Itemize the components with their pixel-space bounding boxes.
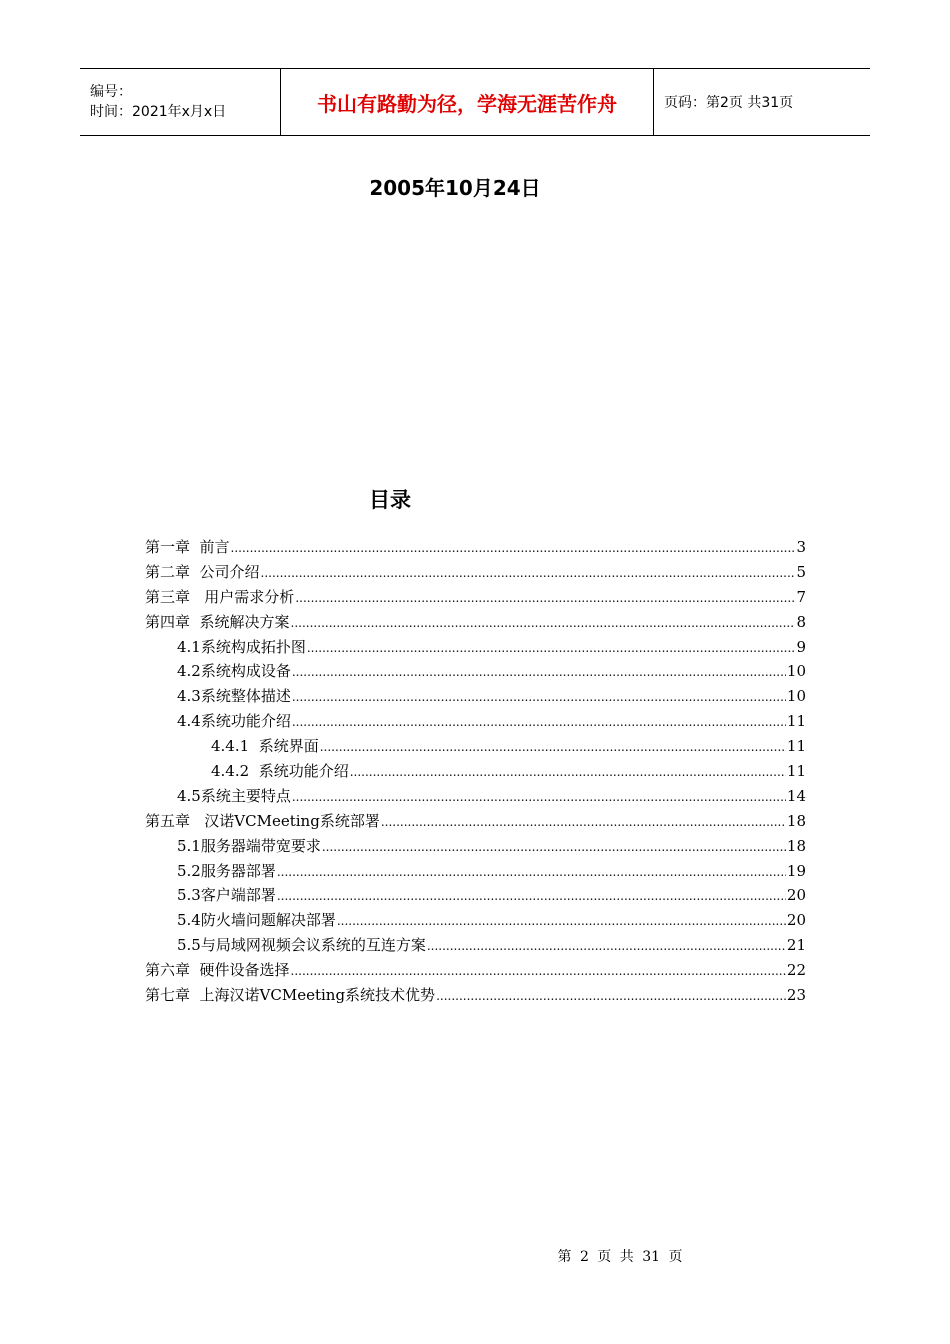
toc-leader (320, 735, 786, 760)
toc-leader (292, 710, 786, 735)
toc-entry[interactable] (145, 958, 806, 983)
toc-title: 目录 (369, 488, 411, 512)
toc-entry-text: 第二章 公司介绍 (145, 562, 260, 581)
number-label: 编号： (90, 84, 132, 100)
toc-entry-page: 9 (796, 637, 806, 656)
toc-entry-page: 11 (786, 712, 806, 731)
toc-entry-page: 8 (796, 612, 806, 631)
toc-leader (307, 636, 796, 661)
toc-entry[interactable] (145, 635, 806, 660)
toc-entry-page: 7 (796, 587, 806, 606)
toc-entry-page: 23 (786, 986, 806, 1005)
toc-entry-page: 18 (786, 836, 806, 855)
header-meta (80, 69, 281, 135)
table-of-contents (145, 535, 806, 1008)
toc-entry[interactable] (145, 834, 806, 859)
toc-entry[interactable] (145, 659, 806, 684)
toc-leader (292, 660, 786, 685)
header-page-info: 页码：第2页 共31页 (664, 95, 794, 111)
toc-entry[interactable] (145, 610, 806, 635)
toc-entry-text: 第一章 前言 (145, 538, 230, 556)
toc-leader (337, 909, 786, 934)
toc-leader (381, 810, 786, 835)
toc-entry-text: 4.4.2 系统功能介绍 (211, 762, 349, 781)
toc-entry-text: 4.4.1 系统界面 (211, 737, 319, 756)
toc-entry-page: 3 (796, 538, 806, 556)
page-footer: 第 2 页 共 31 页 (557, 1249, 683, 1265)
toc-entry-page: 18 (786, 811, 806, 830)
toc-entry-text: 第四章 系统解决方案 (145, 612, 290, 631)
toc-entry-text: 第五章 汉诺VCMeeting系统部署 (145, 811, 380, 830)
toc-entry-text: 第三章 用户需求分析 (145, 587, 295, 606)
page-header (80, 68, 870, 136)
toc-entry-page: 21 (786, 936, 806, 955)
toc-entry-text: 5.1服务器端带宽要求 (177, 836, 321, 855)
toc-leader (295, 586, 795, 611)
toc-entry[interactable] (145, 560, 806, 585)
toc-entry-page: 14 (786, 786, 806, 805)
toc-entry-text: 5.5与局域网视频会议系统的互连方案 (177, 936, 426, 955)
toc-leader (322, 835, 786, 860)
toc-entry[interactable] (145, 859, 806, 884)
toc-entry-text: 5.3客户端部署 (177, 886, 276, 905)
time-label: 时间：2021年x月x日 (90, 104, 227, 120)
header-motto: 书山有路勤为径，学海无涯苦作舟 (281, 69, 654, 135)
toc-leader (277, 884, 786, 909)
toc-entry-text: 4.3系统整体描述 (177, 687, 291, 706)
toc-entry[interactable] (145, 933, 806, 958)
toc-leader (261, 561, 796, 586)
toc-entry-page: 10 (786, 687, 806, 706)
toc-leader (291, 959, 786, 984)
toc-leader (350, 760, 786, 785)
toc-entry-text: 第七章 上海汉诺VCMeeting系统技术优势 (145, 986, 436, 1005)
toc-entry-page: 19 (786, 861, 806, 880)
toc-entry-page: 11 (786, 762, 806, 781)
toc-entry[interactable] (145, 734, 806, 759)
toc-leader (231, 536, 796, 561)
toc-entry-page: 10 (786, 662, 806, 681)
toc-entry-text: 4.4系统功能介绍 (177, 712, 291, 731)
toc-entry[interactable] (145, 535, 806, 560)
toc-leader (291, 611, 796, 636)
toc-entry[interactable] (145, 709, 806, 734)
toc-entry-page: 11 (786, 737, 806, 756)
toc-entry-text: 4.2系统构成设备 (177, 662, 291, 681)
toc-entry[interactable] (145, 684, 806, 709)
toc-entry[interactable] (145, 585, 806, 610)
toc-entry[interactable] (145, 883, 806, 908)
toc-entry-page: 20 (786, 886, 806, 905)
toc-entry-page: 20 (786, 911, 806, 930)
toc-entry-text: 4.5系统主要特点 (177, 786, 291, 805)
toc-leader (436, 984, 786, 1009)
toc-leader (277, 860, 786, 885)
toc-entry-page: 5 (796, 562, 806, 581)
toc-entry-text: 5.4防火墙问题解决部署 (177, 911, 336, 930)
document-date: 2005年10月24日 (369, 176, 541, 200)
toc-leader (292, 785, 786, 810)
toc-entry[interactable] (145, 809, 806, 834)
toc-entry[interactable] (145, 784, 806, 809)
toc-entry-text: 5.2服务器部署 (177, 861, 276, 880)
toc-entry[interactable] (145, 759, 806, 784)
toc-entry[interactable] (145, 908, 806, 933)
toc-entry[interactable] (145, 983, 806, 1008)
toc-entry-text: 第六章 硬件设备选择 (145, 961, 290, 980)
toc-leader (427, 934, 786, 959)
toc-entry-page: 22 (786, 961, 806, 980)
toc-entry-text: 4.1系统构成拓扑图 (177, 637, 306, 656)
toc-leader (292, 685, 786, 710)
